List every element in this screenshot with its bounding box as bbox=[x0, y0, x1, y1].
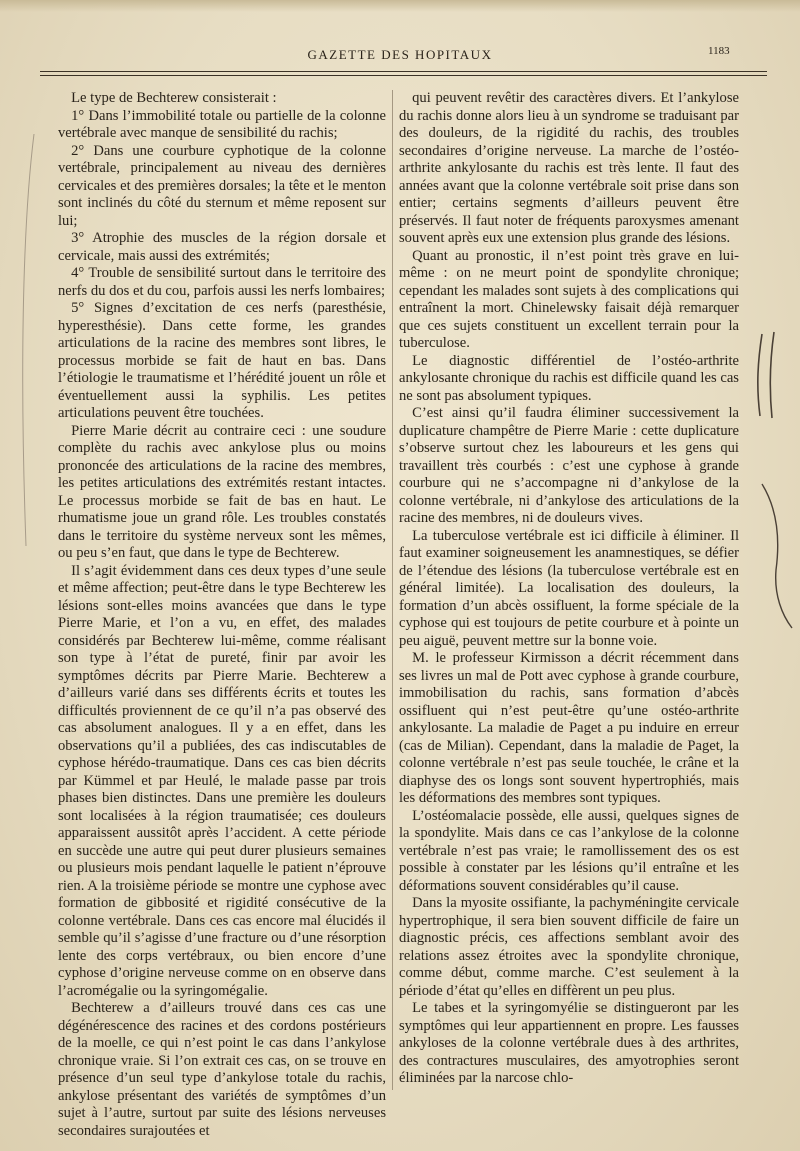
right-paragraph: Dans la myosite ossifiante, la pachyméningite cervicale hypertrophique, il sera bien souvent difficile de faire un diagnostic précis, ces affections semblant avoir des relations assez étroites avec la spondylite chronique, comme début, comme marche. C’est seulement à la période d’état qu’elles en diffèrent un peu plus. bbox=[399, 895, 739, 999]
left-paragraph: 2° Dans une courbure cyphotique de la colonne vertébrale, principalement au niveau des dernières cervicales et des premières dorsales; la tête et le menton sont inclinés du côté du sternum et même reposent sur lui; bbox=[58, 142, 386, 229]
right-paragraph: Le tabes et la syringomyélie se distingueront par les symptômes qui leur appartiennent en propre. Les fausses ankyloses de la colonne vertébrale dues à des arthrites, des contractures musculaires, des amyotrophies seront éliminées par la narcose chlo- bbox=[399, 1000, 739, 1086]
left-paragraph: Bechterew a d’ailleurs trouvé dans ces cas une dégénérescence des racines et des cordons postérieurs de la moelle, ce qui n’est point le cas dans l’ankylose chronique vraie. Si l’on extrait ces cas, on se trouve en présence d’un seul type d’ankylose totale du rachis, ankylose présentant des variétés de symptômes d’un sujet à l’autre, surtout par suite des lésions nerveuses secondaires surajoutées et bbox=[58, 1000, 386, 1139]
left-column bbox=[58, 90, 386, 1140]
left-paragraph: 3° Atrophie des muscles de la région dorsale et cervicale, mais aussi des extrémités; bbox=[58, 230, 386, 264]
right-paragraph: qui peuvent revêtir des caractères divers. Et l’ankylose du rachis donne alors lieu à un syndrome se traduisant par des douleurs, de la rigidité du rachis, des troubles secondaires d’origine nerveuse. La marche de l’ostéo-arthrite ankylosante du rachis est très lente. Il faut des années avant que la colonne vertébrale soit prise dans son entier; certains segments d’ailleurs peuvent être préservés. Il faut noter de fréquents paroxysmes amenant souvent après eux une extension plus grande des lésions. bbox=[399, 90, 739, 246]
right-paragraph: C’est ainsi qu’il faudra éliminer successivement la duplicature champêtre de Pierre Marie : cette duplicature s’observe surtout chez les laboureurs et les gens qui travaillent très courbés : c’est une cyphose à grande courbure qui ne s’accompagne ni d’ankylose de la colonne vertébrale, ni d’ankylose des articulations de la racine des membres, ni de douleurs vives. bbox=[399, 405, 739, 526]
page-number: 1183 bbox=[708, 45, 730, 57]
left-paragraph: Il s’agit évidemment dans ces deux types d’une seule et même affection; peut-être dans le type Bechterew les lésions sont-elles moins avancées que dans le type Pierre Marie, et l’on a vu, en effet, des malades considérés par Bechterew lui-même, comme réalisant son type à l’état de pureté, finir par avoir les symptômes décrits par Pierre Marie. Bechterew a d’ailleurs varié dans ses différents écrits et toutes les difficultés proviennent de ce qu’il n’a pas observé des cas absolument analogues. Il y a en effet, dans les observations qu’il a publiées, des cas indiscutables de cyphose hérédo-traumatique. Dans ces cas bien décrits par Kümmel et par Heulé, le malade passe par trois phases bien distinctes. Dans une première les douleurs sont localisées à la région traumatisée; ces douleurs apparaissent aussitôt après l’accident. A cette période en succède une autre qui peut durer plusieurs semaines ou plusieurs mois pendant laquelle le patient n’éprouve rien. A la troisième période se montre une cyphose avec formation de gibbosité et rigidité consécutive de la colonne vertébrale. Dans ces cas encore mal élucidés il semble qu’il s’agisse d’une fracture ou d’une résorption lente des corps vertébraux, ou bien encore d’une cyphose d’origine nerveuse comme on en observe dans l’acromégalie ou la syringomégalie. bbox=[58, 562, 386, 999]
page-top-edge bbox=[0, 0, 800, 12]
pencil-margin-mark-top bbox=[748, 330, 788, 420]
left-paragraph: 1° Dans l’immobilité totale ou partielle de la colonne vertébrale avec manque de sensibilité du rachis; bbox=[58, 107, 386, 141]
header-rule-top bbox=[40, 71, 767, 72]
right-paragraph: La tuberculose vertébrale est ici difficile à éliminer. Il faut examiner soigneusement les anamnestiques, se défier de l’étendue des lésions (la tuberculose vertébrale est en général limitée). La localisation des douleurs, la formation d’un abcès ossifluent, la forme spéciale de la cyphose qui est toujours de petite courbure et à pointe un peu aiguë, peuvent mettre sur la bonne voie. bbox=[399, 527, 739, 649]
right-column bbox=[399, 90, 739, 1088]
pencil-margin-mark-bracket bbox=[756, 480, 796, 630]
right-paragraph: Le diagnostic différentiel de l’ostéo-arthrite ankylosante chronique du rachis est difficile quand les cas ne sont pas absolument typiques. bbox=[399, 352, 739, 404]
column-divider bbox=[392, 90, 393, 1090]
left-paragraph: Le type de Bechterew consisterait : bbox=[71, 90, 277, 106]
pencil-margin-mark-left bbox=[12, 130, 42, 550]
left-paragraph: 4° Trouble de sensibilité surtout dans le territoire des nerfs du dos et du cou, parfois aussi les nerfs lombaires; bbox=[58, 265, 386, 299]
left-paragraph: 5° Signes d’excitation de ces nerfs (paresthésie, hyperesthésie). Dans cette forme, les grandes articulations de la racine des membres sont libres, le processus morbide se fait de haut en bas. Dans l’étiologie le traumatisme et l’hérédité jouent un rôle et éventuellement aussi la syphilis. Les petites articulations peuvent être touchées. bbox=[58, 300, 386, 421]
right-paragraph: L’ostéomalacie possède, elle aussi, quelques signes de la spondylite. Mais dans ce cas l’ankylose de la colonne vertébrale n’est pas vraie; le ramollissement des os est possible à constater par les lésions qu’il entraîne et les déformations souvent considérables qu’il cause. bbox=[399, 807, 739, 894]
right-paragraph: M. le professeur Kirmisson a décrit récemment dans ses livres un mal de Pott avec cyphose à grande courbure, immobilisation du rachis, sans formation d’abcès ossifluent qui n’est peut-être qu’une ostéo-arthrite ankylosante. La maladie de Paget a pu induire en erreur (cas de Milian). Cependant, dans la maladie de Paget, la colonne vertébrale n’est pas seule touchée, le crâne et la diaphyse des os longs sont souvent hypertrophiés, mais les déformations des membres sont typiques. bbox=[399, 650, 739, 806]
right-paragraph: Quant au pronostic, il n’est point très grave en lui-même : on ne meurt point de spondylite chronique; cependant les malades sont sujets à des complications qui entraînent la mort. Chinelewsky faisait déjà remarquer que ces sujets constituent un excellent terrain pour la tuberculose. bbox=[399, 247, 739, 351]
left-paragraph: Pierre Marie décrit au contraire ceci : une soudure complète du rachis avec ankylose plus ou moins prononcée des articulations de la racine des membres, les petites articulations des extrémités restant intactes. Le processus morbide se fait de bas en haut. Le rhumatisme joue un grand rôle. Les troubles constatés dans le territoire du système nerveux sont les mêmes, ou peu s’en faut, que dans le type de Bechterew. bbox=[58, 422, 386, 561]
header-rule-bottom bbox=[40, 75, 767, 76]
running-header-title: GAZETTE DES HOPITAUX bbox=[307, 47, 493, 62]
